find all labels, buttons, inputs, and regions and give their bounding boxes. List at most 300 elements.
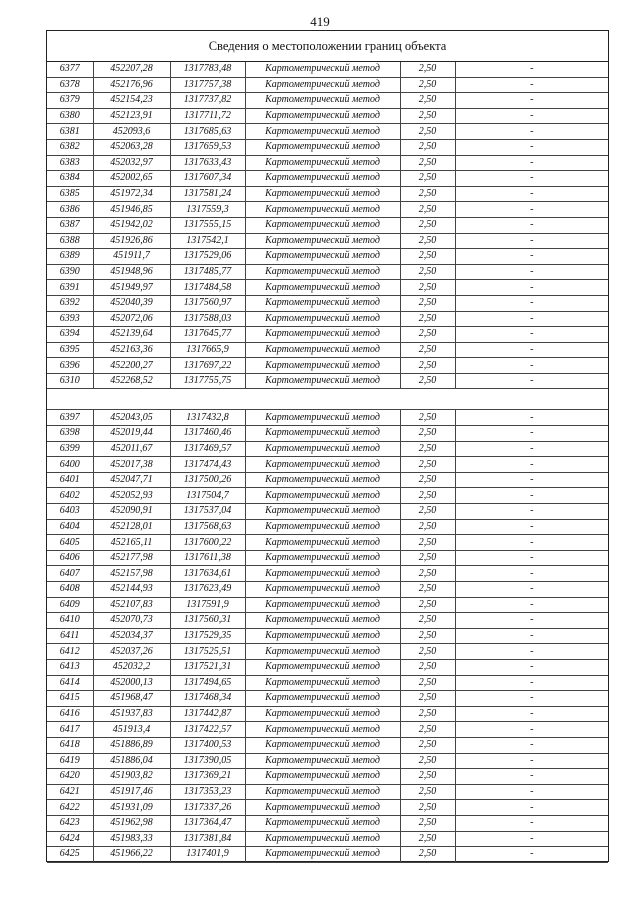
y-coordinate-cell: 1317504,7 [170,488,245,504]
table-row [47,566,608,582]
precision-cell: 2,50 [400,108,455,124]
point-number-cell: 6388 [47,233,93,249]
x-coordinate-cell: 452037,26 [93,644,170,660]
precision-cell: 2,50 [400,426,455,442]
y-coordinate-cell: 1317659,53 [170,139,245,155]
description-cell: - [455,519,608,535]
precision-cell: 2,50 [400,800,455,816]
point-number-cell: 6421 [47,784,93,800]
table-row [47,519,608,535]
x-coordinate-cell: 452157,98 [93,566,170,582]
description-cell: - [455,441,608,457]
table-row [47,800,608,816]
method-cell: Картометрический метод [245,691,400,707]
precision-cell: 2,50 [400,280,455,296]
x-coordinate-cell: 451913,4 [93,722,170,738]
y-coordinate-cell: 1317537,04 [170,504,245,520]
x-coordinate-cell: 452072,06 [93,311,170,327]
method-cell: Картометрический метод [245,373,400,389]
y-coordinate-cell: 1317737,82 [170,93,245,109]
x-coordinate-cell: 452017,38 [93,457,170,473]
description-cell: - [455,77,608,93]
point-number-cell: 6404 [47,519,93,535]
x-coordinate-cell: 451983,33 [93,831,170,847]
table-row [47,426,608,442]
point-number-cell: 6423 [47,815,93,831]
x-coordinate-cell: 452163,36 [93,342,170,358]
table-row [47,342,608,358]
method-cell: Картометрический метод [245,93,400,109]
y-coordinate-cell: 1317542,1 [170,233,245,249]
point-number-cell: 6418 [47,737,93,753]
x-coordinate-cell: 452011,67 [93,441,170,457]
precision-cell: 2,50 [400,504,455,520]
table-row [47,535,608,551]
y-coordinate-cell: 1317568,63 [170,519,245,535]
point-number-cell: 6413 [47,659,93,675]
description-cell: - [455,264,608,280]
method-cell: Картометрический метод [245,327,400,343]
x-coordinate-cell: 452268,52 [93,373,170,389]
point-number-cell: 6397 [47,410,93,426]
y-coordinate-cell: 1317364,47 [170,815,245,831]
point-number-cell: 6395 [47,342,93,358]
description-cell: - [455,410,608,426]
table-row [47,171,608,187]
description-cell: - [455,488,608,504]
description-cell: - [455,139,608,155]
table-row [47,233,608,249]
precision-cell: 2,50 [400,264,455,280]
precision-cell: 2,50 [400,77,455,93]
precision-cell: 2,50 [400,722,455,738]
description-cell: - [455,186,608,202]
precision-cell: 2,50 [400,737,455,753]
method-cell: Картометрический метод [245,847,400,863]
x-coordinate-cell: 451948,96 [93,264,170,280]
x-coordinate-cell: 452002,65 [93,171,170,187]
method-cell: Картометрический метод [245,784,400,800]
y-coordinate-cell: 1317665,9 [170,342,245,358]
table-row [47,311,608,327]
table-row [47,659,608,675]
point-number-cell: 6415 [47,691,93,707]
method-cell: Картометрический метод [245,597,400,613]
description-cell: - [455,784,608,800]
point-number-cell: 6387 [47,217,93,233]
y-coordinate-cell: 1317485,77 [170,264,245,280]
y-coordinate-cell: 1317600,22 [170,535,245,551]
description-cell: - [455,597,608,613]
table-row [47,93,608,109]
method-cell: Картометрический метод [245,410,400,426]
point-number-cell: 6403 [47,504,93,520]
method-cell: Картометрический метод [245,659,400,675]
precision-cell: 2,50 [400,311,455,327]
x-coordinate-cell: 452128,01 [93,519,170,535]
description-cell: - [455,217,608,233]
description-cell: - [455,504,608,520]
point-number-cell: 6380 [47,108,93,124]
precision-cell: 2,50 [400,93,455,109]
table-row [47,815,608,831]
precision-cell: 2,50 [400,753,455,769]
table-row [47,472,608,488]
x-coordinate-cell: 451886,89 [93,737,170,753]
x-coordinate-cell: 451937,83 [93,706,170,722]
method-cell: Картометрический метод [245,155,400,171]
method-cell: Картометрический метод [245,613,400,629]
precision-cell: 2,50 [400,659,455,675]
description-cell: - [455,675,608,691]
point-number-cell: 6399 [47,441,93,457]
x-coordinate-cell: 452123,91 [93,108,170,124]
description-cell: - [455,295,608,311]
description-cell: - [455,311,608,327]
table-row [47,186,608,202]
method-cell: Картометрический метод [245,722,400,738]
table-row [47,675,608,691]
method-cell: Картометрический метод [245,566,400,582]
method-cell: Картометрический метод [245,582,400,598]
point-number-cell: 6383 [47,155,93,171]
table-row [47,550,608,566]
description-cell: - [455,108,608,124]
description-cell: - [455,769,608,785]
description-cell: - [455,124,608,140]
precision-cell: 2,50 [400,831,455,847]
y-coordinate-cell: 1317432,8 [170,410,245,426]
point-number-cell: 6409 [47,597,93,613]
table-row [47,504,608,520]
description-cell: - [455,831,608,847]
y-coordinate-cell: 1317633,43 [170,155,245,171]
description-cell: - [455,62,608,77]
x-coordinate-cell: 452090,91 [93,504,170,520]
method-cell: Картометрический метод [245,488,400,504]
table-row [47,691,608,707]
method-cell: Картометрический метод [245,108,400,124]
x-coordinate-cell: 452032,97 [93,155,170,171]
method-cell: Картометрический метод [245,233,400,249]
table-row [47,628,608,644]
table-row [47,202,608,218]
x-coordinate-cell: 452000,13 [93,675,170,691]
y-coordinate-cell: 1317337,26 [170,800,245,816]
x-coordinate-cell: 452107,83 [93,597,170,613]
description-cell: - [455,566,608,582]
x-coordinate-cell: 452154,23 [93,93,170,109]
method-cell: Картометрический метод [245,202,400,218]
precision-cell: 2,50 [400,186,455,202]
x-coordinate-cell: 451968,47 [93,691,170,707]
description-cell: - [455,582,608,598]
point-number-cell: 6377 [47,62,93,77]
method-cell: Картометрический метод [245,426,400,442]
x-coordinate-cell: 451966,22 [93,847,170,863]
separator-cell [47,389,608,410]
point-number-cell: 6379 [47,93,93,109]
precision-cell: 2,50 [400,784,455,800]
method-cell: Картометрический метод [245,644,400,660]
table-row [47,597,608,613]
y-coordinate-cell: 1317474,43 [170,457,245,473]
point-number-cell: 6424 [47,831,93,847]
point-number-cell: 6398 [47,426,93,442]
table-row [47,784,608,800]
x-coordinate-cell: 452093,6 [93,124,170,140]
x-coordinate-cell: 452177,98 [93,550,170,566]
point-number-cell: 6417 [47,722,93,738]
y-coordinate-cell: 1317442,87 [170,706,245,722]
precision-cell: 2,50 [400,295,455,311]
description-cell: - [455,202,608,218]
y-coordinate-cell: 1317560,97 [170,295,245,311]
description-cell: - [455,93,608,109]
precision-cell: 2,50 [400,410,455,426]
precision-cell: 2,50 [400,171,455,187]
point-number-cell: 6396 [47,358,93,374]
method-cell: Картометрический метод [245,737,400,753]
y-coordinate-cell: 1317500,26 [170,472,245,488]
table-row [47,155,608,171]
y-coordinate-cell: 1317757,38 [170,77,245,93]
x-coordinate-cell: 452043,05 [93,410,170,426]
point-number-cell: 6408 [47,582,93,598]
precision-cell: 2,50 [400,613,455,629]
point-number-cell: 6416 [47,706,93,722]
y-coordinate-cell: 1317400,53 [170,737,245,753]
y-coordinate-cell: 1317390,05 [170,753,245,769]
point-number-cell: 6389 [47,249,93,265]
point-number-cell: 6406 [47,550,93,566]
precision-cell: 2,50 [400,62,455,77]
precision-cell: 2,50 [400,139,455,155]
precision-cell: 2,50 [400,815,455,831]
precision-cell: 2,50 [400,358,455,374]
method-cell: Картометрический метод [245,831,400,847]
y-coordinate-cell: 1317685,63 [170,124,245,140]
method-cell: Картометрический метод [245,769,400,785]
table-row [47,441,608,457]
method-cell: Картометрический метод [245,280,400,296]
section-separator-row [47,389,608,410]
description-cell: - [455,280,608,296]
table-row [47,327,608,343]
table-row [47,410,608,426]
method-cell: Картометрический метод [245,186,400,202]
table-row [47,62,608,77]
y-coordinate-cell: 1317611,38 [170,550,245,566]
method-cell: Картометрический метод [245,815,400,831]
table-row [47,124,608,140]
description-cell: - [455,815,608,831]
point-number-cell: 6378 [47,77,93,93]
x-coordinate-cell: 451886,04 [93,753,170,769]
precision-cell: 2,50 [400,472,455,488]
method-cell: Картометрический метод [245,457,400,473]
x-coordinate-cell: 452176,96 [93,77,170,93]
table-row [47,139,608,155]
page-number: 419 [310,14,330,29]
method-cell: Картометрический метод [245,519,400,535]
precision-cell: 2,50 [400,675,455,691]
y-coordinate-cell: 1317711,72 [170,108,245,124]
y-coordinate-cell: 1317559,3 [170,202,245,218]
method-cell: Картометрический метод [245,77,400,93]
point-number-cell: 6391 [47,280,93,296]
precision-cell: 2,50 [400,217,455,233]
method-cell: Картометрический метод [245,504,400,520]
x-coordinate-cell: 452040,39 [93,295,170,311]
x-coordinate-cell: 452139,64 [93,327,170,343]
x-coordinate-cell: 452070,73 [93,613,170,629]
precision-cell: 2,50 [400,249,455,265]
table-row [47,77,608,93]
x-coordinate-cell: 451926,86 [93,233,170,249]
precision-cell: 2,50 [400,202,455,218]
y-coordinate-cell: 1317623,49 [170,582,245,598]
y-coordinate-cell: 1317581,24 [170,186,245,202]
method-cell: Картометрический метод [245,124,400,140]
point-number-cell: 6422 [47,800,93,816]
precision-cell: 2,50 [400,706,455,722]
description-cell: - [455,342,608,358]
x-coordinate-cell: 451942,02 [93,217,170,233]
table-row [47,847,608,863]
method-cell: Картометрический метод [245,535,400,551]
x-coordinate-cell: 452063,28 [93,139,170,155]
point-number-cell: 6419 [47,753,93,769]
description-cell: - [455,457,608,473]
method-cell: Картометрический метод [245,550,400,566]
x-coordinate-cell: 451962,98 [93,815,170,831]
table-row [47,753,608,769]
description-cell: - [455,535,608,551]
y-coordinate-cell: 1317369,21 [170,769,245,785]
method-cell: Картометрический метод [245,800,400,816]
y-coordinate-cell: 1317401,9 [170,847,245,863]
precision-cell: 2,50 [400,342,455,358]
coordinates-table [47,62,608,863]
point-number-cell: 6385 [47,186,93,202]
y-coordinate-cell: 1317353,23 [170,784,245,800]
y-coordinate-cell: 1317529,06 [170,249,245,265]
method-cell: Картометрический метод [245,358,400,374]
description-cell: - [455,691,608,707]
boundary-coordinates-sheet [46,30,609,862]
method-cell: Картометрический метод [245,171,400,187]
y-coordinate-cell: 1317521,31 [170,659,245,675]
point-number-cell: 6381 [47,124,93,140]
point-number-cell: 6407 [47,566,93,582]
y-coordinate-cell: 1317591,9 [170,597,245,613]
precision-cell: 2,50 [400,155,455,171]
y-coordinate-cell: 1317529,35 [170,628,245,644]
precision-cell: 2,50 [400,441,455,457]
y-coordinate-cell: 1317607,34 [170,171,245,187]
x-coordinate-cell: 452052,93 [93,488,170,504]
point-number-cell: 6412 [47,644,93,660]
method-cell: Картометрический метод [245,217,400,233]
point-number-cell: 6386 [47,202,93,218]
point-number-cell: 6410 [47,613,93,629]
table-row [47,264,608,280]
y-coordinate-cell: 1317588,03 [170,311,245,327]
description-cell: - [455,659,608,675]
point-number-cell: 6382 [47,139,93,155]
method-cell: Картометрический метод [245,675,400,691]
table-row [47,373,608,389]
y-coordinate-cell: 1317525,51 [170,644,245,660]
description-cell: - [455,155,608,171]
point-number-cell: 6405 [47,535,93,551]
description-cell: - [455,737,608,753]
description-cell: - [455,171,608,187]
y-coordinate-cell: 1317460,46 [170,426,245,442]
description-cell: - [455,644,608,660]
method-cell: Картометрический метод [245,264,400,280]
table-row [47,831,608,847]
point-number-cell: 6394 [47,327,93,343]
precision-cell: 2,50 [400,628,455,644]
method-cell: Картометрический метод [245,472,400,488]
table-row [47,358,608,374]
point-number-cell: 6425 [47,847,93,863]
x-coordinate-cell: 452144,93 [93,582,170,598]
table-row [47,249,608,265]
precision-cell: 2,50 [400,550,455,566]
method-cell: Картометрический метод [245,295,400,311]
precision-cell: 2,50 [400,327,455,343]
table-row [47,613,608,629]
description-cell: - [455,613,608,629]
table-row [47,280,608,296]
precision-cell: 2,50 [400,566,455,582]
method-cell: Картометрический метод [245,62,400,77]
description-cell: - [455,373,608,389]
description-cell: - [455,249,608,265]
table-row [47,457,608,473]
table-row [47,737,608,753]
precision-cell: 2,50 [400,597,455,613]
description-cell: - [455,550,608,566]
description-cell: - [455,706,608,722]
description-cell: - [455,472,608,488]
y-coordinate-cell: 1317645,77 [170,327,245,343]
method-cell: Картометрический метод [245,249,400,265]
x-coordinate-cell: 451903,82 [93,769,170,785]
x-coordinate-cell: 452032,2 [93,659,170,675]
y-coordinate-cell: 1317560,31 [170,613,245,629]
y-coordinate-cell: 1317783,48 [170,62,245,77]
precision-cell: 2,50 [400,373,455,389]
method-cell: Картометрический метод [245,706,400,722]
precision-cell: 2,50 [400,233,455,249]
y-coordinate-cell: 1317755,75 [170,373,245,389]
point-number-cell: 6414 [47,675,93,691]
y-coordinate-cell: 1317555,15 [170,217,245,233]
precision-cell: 2,50 [400,847,455,863]
precision-cell: 2,50 [400,488,455,504]
x-coordinate-cell: 451949,97 [93,280,170,296]
point-number-cell: 6420 [47,769,93,785]
precision-cell: 2,50 [400,691,455,707]
table-row [47,295,608,311]
description-cell: - [455,847,608,863]
y-coordinate-cell: 1317484,58 [170,280,245,296]
precision-cell: 2,50 [400,457,455,473]
